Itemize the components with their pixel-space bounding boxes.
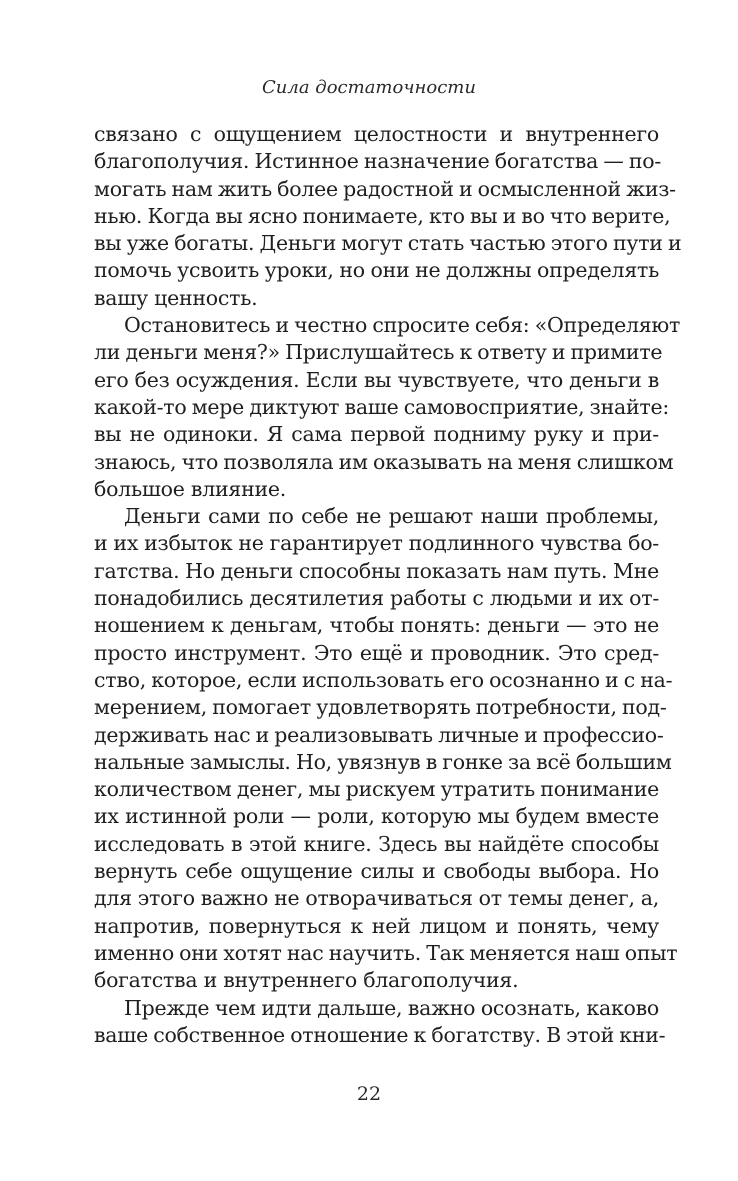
text-line: для этого важно не отворачиваться от темы денег, а, [94,886,659,911]
text-line: помочь усвоить уроки, но они не должны определять [94,258,659,283]
text-line: Деньги сами по себе не решают наши проблемы, [124,504,659,529]
text-line: вы уже богаты. Деньги могут стать частью этого пути и [94,231,682,256]
text-line: связано с ощущением целостности и внутреннего [94,122,659,146]
page-number: 22 [356,1083,382,1105]
text-line: могать нам жить более радостной и осмысленной жиз- [94,176,676,201]
text-line: напротив, повернуться к ней лицом и понять, чему [94,913,659,938]
text-line: мерением, помогает удовлетворять потребности, под- [94,695,667,720]
text-line: и их избыток не гарантирует подлинного чувства бо- [94,531,659,556]
text-line: исследовать в этой книге. Здесь вы найдёте способы [94,831,659,856]
text-line: именно они хотят нас научить. Так меняется наш опыт [94,940,678,965]
text-line: понадобились десятилетия работы с людьми и их от- [94,586,659,611]
text-line: его без осуждения. Если вы чувствуете, что деньги в [94,367,659,392]
text-line: ство, которое, если использовать его осознанно и с на- [94,667,673,692]
paragraph [94,121,682,312]
text-line: держивать нас и реализовывать личные и профессио- [94,722,664,747]
body-text [94,121,682,1049]
paragraph [94,503,678,994]
text-line: их истинной роли — роли, которую мы будем вместе [94,804,659,829]
text-line: большое влияние. [94,476,287,501]
text-line: ношением к деньгам, чтобы понять: деньги — это не [94,613,659,638]
text-line: вы не одиноки. Я сама первой подниму руку и при- [94,422,659,447]
running-head-title: Сила достаточности [262,77,476,98]
text-line: гатства. Но деньги способны показать нам путь. Мне [94,558,659,583]
text-line: нальные замыслы. Но, увязнув в гонке за всё большим [94,749,672,774]
text-line: просто инструмент. Это ещё и проводник. Это сред- [94,640,659,665]
text-line: Остановитесь и честно спросите себя: «Определяют [124,313,681,338]
text-line: вашу ценность. [94,285,258,310]
text-line: Прежде чем идти дальше, важно осознать, каково [124,995,659,1020]
text-line: благополучия. Истинное назначение богатства — по- [94,149,662,174]
text-line: нью. Когда вы ясно понимаете, кто вы и во что верите, [94,203,671,228]
text-line: богатства и внутреннего благополучия. [94,968,519,993]
text-line: ли деньги меня?» Прислушайтесь к ответу и примите [94,340,663,365]
text-line: ваше собственное отношение к богатству. В этой кни- [94,1022,666,1047]
text-line: какой-то мере диктуют ваше самовосприятие, знайте: [94,394,670,419]
paragraph [94,312,681,503]
text-line: знаюсь, что позволяла им оказывать на меня слишком [94,449,674,474]
text-line: вернуть себе ощущение силы и свободы выбора. Но [94,859,659,884]
paragraph [94,995,666,1050]
text-line: количеством денег, мы рискуем утратить понимание [94,777,659,802]
